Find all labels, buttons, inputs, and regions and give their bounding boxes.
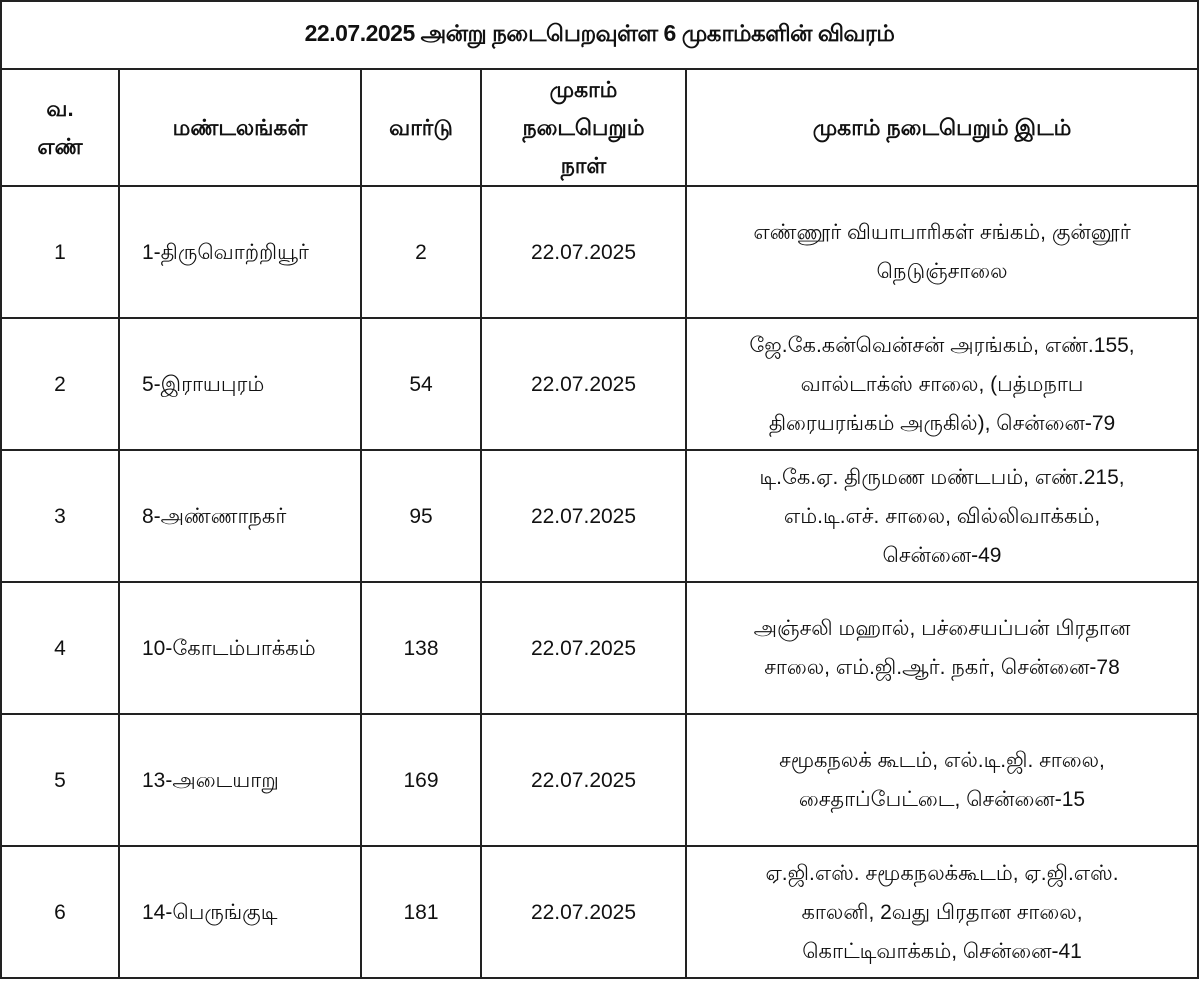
cell-serial: 5 [1,714,119,846]
cell-zone: 10-கோடம்பாக்கம் [119,582,361,714]
cell-serial: 4 [1,582,119,714]
header-serial-line: எண் [37,133,83,159]
cell-date: 22.07.2025 [481,450,686,582]
cell-venue [686,450,1198,582]
header-row [1,69,1198,186]
title-row [1,1,1198,69]
venue-line: சென்னை-49 [882,543,1002,567]
table-row [1,582,1198,714]
cell-zone: 5-இராயபுரம் [119,318,361,450]
venue-line: அஞ்சலி மஹால், பச்சையப்பன் பிரதான [753,617,1131,640]
header-date-line: நாள் [560,152,607,178]
cell-date: 22.07.2025 [481,714,686,846]
header-date-line: நடைபெறும் [522,114,645,140]
header-date-line: முகாம் [549,76,618,102]
cell-venue [686,846,1198,978]
cell-zone: 13-அடையாறு [119,714,361,846]
table-title: 22.07.2025 அன்று நடைபெறவுள்ள 6 முகாம்களின் விவரம் [1,1,1198,69]
cell-ward: 181 [361,846,481,978]
cell-venue [686,186,1198,318]
cell-venue [686,582,1198,714]
venue-line: டி.கே.ஏ. திருமண மண்டபம், எண்.215, [759,465,1125,489]
table-row [1,846,1198,978]
cell-ward: 138 [361,582,481,714]
cell-zone: 1-திருவொற்றியூர் [119,186,361,318]
venue-line: வால்டாக்ஸ் சாலை, (பத்மநாப [800,372,1084,396]
venue-line: எம்.டி.எச். சாலை, வில்லிவாக்கம், [783,504,1101,528]
venue-line: சைதாப்பேட்டை, சென்னை-15 [798,788,1086,811]
header-serial-line: வ. [46,95,74,121]
venue-line: கொட்டிவாக்கம், சென்னை-41 [802,939,1082,963]
venue-line: சாலை, எம்.ஜி.ஆர். நகர், சென்னை-78 [764,656,1120,679]
table-row [1,714,1198,846]
cell-venue [686,318,1198,450]
venue-line: ஜே.கே.கன்வென்சன் அரங்கம், எண்.155, [749,333,1135,357]
cell-date: 22.07.2025 [481,318,686,450]
cell-ward: 54 [361,318,481,450]
venue-line: திரையரங்கம் அருகில்), சென்னை-79 [768,411,1116,435]
cell-serial: 6 [1,846,119,978]
table-row [1,186,1198,318]
header-ward: வார்டு [361,69,481,186]
cell-venue [686,714,1198,846]
cell-date: 22.07.2025 [481,582,686,714]
cell-date: 22.07.2025 [481,186,686,318]
cell-date: 22.07.2025 [481,846,686,978]
cell-ward: 95 [361,450,481,582]
cell-ward: 2 [361,186,481,318]
venue-line: சமூகநலக் கூடம், எல்.டி.ஜி. சாலை, [779,749,1105,772]
cell-serial: 3 [1,450,119,582]
cell-ward: 169 [361,714,481,846]
cell-zone: 14-பெருங்குடி [119,846,361,978]
header-date [481,69,686,186]
header-venue: முகாம் நடைபெறும் இடம் [686,69,1198,186]
venue-line: எண்ணூர் வியாபாரிகள் சங்கம், குன்னூர் [753,221,1131,244]
cell-serial: 1 [1,186,119,318]
cell-zone: 8-அண்ணாநகர் [119,450,361,582]
venue-line: நெடுஞ்சாலை [876,260,1008,283]
venue-line: காலனி, 2வது பிரதான சாலை, [801,900,1083,924]
header-serial [1,69,119,186]
table-row [1,318,1198,450]
venue-line: ஏ.ஜி.எஸ். சமூகநலக்கூடம், ஏ.ஜி.எஸ். [765,861,1119,885]
cell-serial: 2 [1,318,119,450]
header-zone: மண்டலங்கள் [119,69,361,186]
table-row [1,450,1198,582]
